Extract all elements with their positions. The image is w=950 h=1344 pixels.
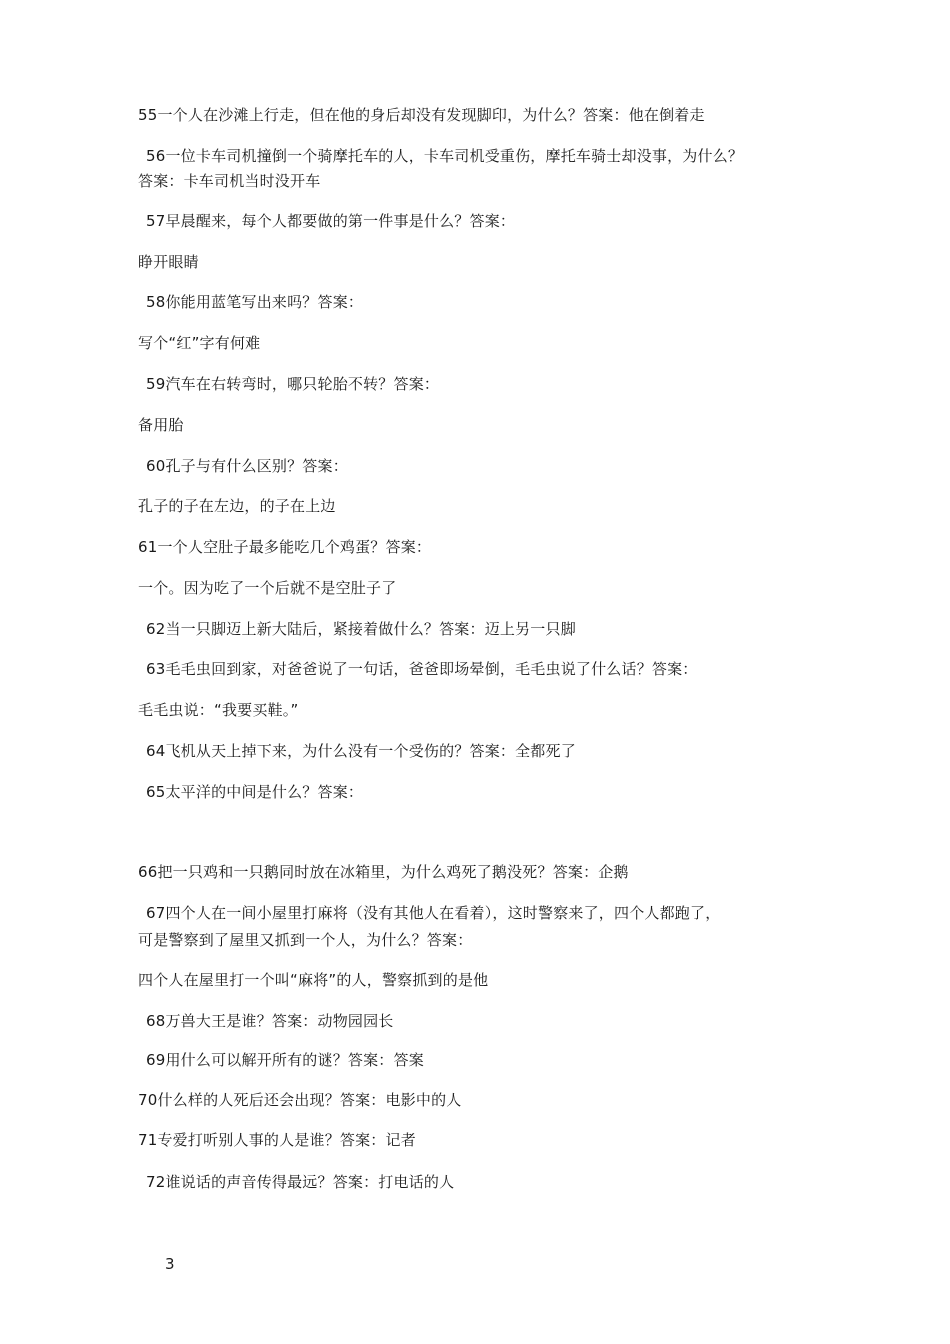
q69-text: 69用什么可以解开所有的谜？答案：答案 <box>146 1051 424 1069</box>
q70-text: 70什么样的人死后还会出现？答案：电影中的人 <box>138 1091 462 1109</box>
q57-text: 57早晨醒来，每个人都要做的第一件事是什么？答案： <box>146 212 516 230</box>
q67-text-cont: 可是警察到了屋里又抓到一个人，为什么？答案： <box>138 931 473 949</box>
q62-text: 62当一只脚迈上新大陆后，紧接着做什么？答案：迈上另一只脚 <box>146 620 576 638</box>
q67-answer: 四个人在屋里打一个叫“麻将”的人，警察抓到的是他 <box>138 971 489 989</box>
q55-text: 55一个人在沙滩上行走，但在他的身后却没有发现脚印，为什么？答案：他在倒着走 <box>138 106 705 124</box>
q68-text: 68万兽大王是谁？答案：动物园园长 <box>146 1012 394 1030</box>
q58-text: 58你能用蓝笔写出来吗？答案： <box>146 293 364 311</box>
q59-answer: 备用胎 <box>138 416 184 434</box>
q72-text: 72谁说话的声音传得最远？答案：打电话的人 <box>146 1173 455 1191</box>
q71-text: 71专爱打听别人事的人是谁？答案：记者 <box>138 1131 416 1149</box>
q60-text: 60孔子与有什么区别？答案： <box>146 457 348 475</box>
q66-text: 66把一只鸡和一只鹅同时放在冰箱里，为什么鸡死了鹅没死？答案：企鹅 <box>138 863 629 881</box>
q60-answer: 孔子的子在左边，的子在上边 <box>138 497 336 515</box>
q63-text: 63毛毛虫回到家，对爸爸说了一句话，爸爸即场晕倒，毛毛虫说了什么话？答案： <box>146 660 698 678</box>
q56-text: 56一位卡车司机撞倒一个骑摩托车的人，卡车司机受重伤，摩托车骑士却没事，为什么？ <box>146 147 744 165</box>
page-number: 3 <box>165 1255 175 1273</box>
q56-answer: 答案：卡车司机当时没开车 <box>138 172 321 190</box>
q63-answer: 毛毛虫说：“我要买鞋。” <box>138 701 299 719</box>
q64-text: 64飞机从天上掉下来，为什么没有一个受伤的？答案：全都死了 <box>146 742 576 760</box>
q61-text: 61一个人空肚子最多能吃几个鸡蛋？答案： <box>138 538 432 556</box>
q57-answer: 睁开眼睛 <box>138 253 199 271</box>
q67-text: 67四个人在一间小屋里打麻将（没有其他人在看着），这时警察来了，四个人都跑了， <box>146 904 721 922</box>
q61-answer: 一个。因为吃了一个后就不是空肚子了 <box>138 579 397 597</box>
q58-answer: 写个“红”字有何难 <box>138 334 261 352</box>
q59-text: 59汽车在右转弯时，哪只轮胎不转？答案： <box>146 375 440 393</box>
q65-text: 65太平洋的中间是什么？答案： <box>146 783 364 801</box>
